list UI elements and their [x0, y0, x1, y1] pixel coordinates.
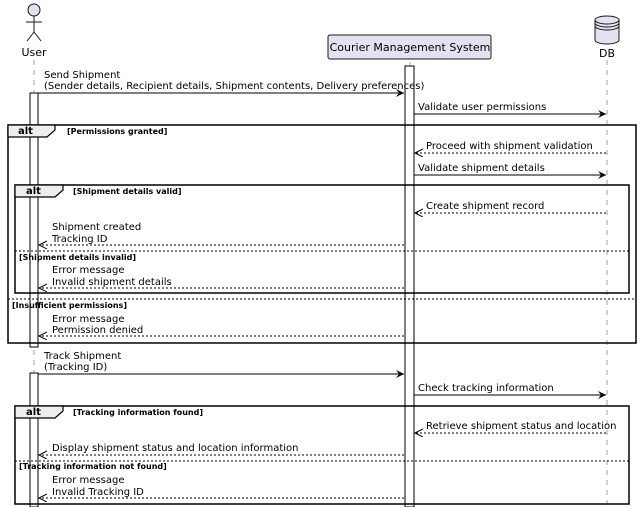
message-send-shipment-params: (Sender details, Recipient details, Shipment contents, Delivery preferences) — [44, 81, 425, 92]
message-error-details-label: Error message — [52, 265, 125, 276]
alt-keyword: alt — [26, 407, 41, 418]
message-error-permission-label: Error message — [52, 314, 125, 325]
message-create-record-label: Create shipment record — [426, 201, 545, 212]
message-validate-permissions-label: Validate user permissions — [418, 102, 547, 113]
guard-shipment-details-invalid: [Shipment details invalid] — [19, 253, 136, 262]
message-track-shipment-params: (Tracking ID) — [44, 362, 108, 373]
message-validate-details-label: Validate shipment details — [418, 163, 545, 174]
system-activation-bar — [405, 66, 414, 507]
message-proceed-validation-label: Proceed with shipment validation — [426, 141, 593, 152]
user-actor-icon — [26, 4, 42, 41]
message-shipment-created-tracking: Tracking ID — [52, 234, 108, 245]
message-check-tracking-label: Check tracking information — [418, 383, 554, 394]
database-icon — [595, 16, 619, 44]
message-error-details-reason: Invalid shipment details — [52, 277, 172, 288]
message-shipment-created-label: Shipment created — [52, 222, 142, 233]
message-send-shipment-label: Send Shipment — [44, 70, 121, 81]
message-error-tracking-reason: Invalid Tracking ID — [52, 487, 144, 498]
participant-user-label: User — [21, 46, 47, 59]
alt-keyword: alt — [18, 126, 33, 137]
message-error-permission-reason: Permission denied — [52, 325, 144, 336]
participant-db-label: DB — [598, 47, 616, 60]
message-retrieve-status-label: Retrieve shipment status and location — [426, 421, 617, 432]
guard-permissions-granted: [Permissions granted] — [67, 127, 168, 136]
guard-insufficient-permissions: [Insufficient permissions] — [12, 301, 127, 310]
message-track-shipment-label: Track Shipment — [44, 351, 122, 362]
guard-tracking-not-found: [Tracking information not found] — [19, 462, 167, 471]
participant-system-label: Courier Management System — [329, 41, 491, 54]
message-error-tracking-label: Error message — [52, 475, 125, 486]
message-display-status-label: Display shipment status and location information — [52, 443, 299, 454]
user-activation-bar-2 — [30, 373, 38, 507]
guard-shipment-details-valid: [Shipment details valid] — [73, 187, 182, 196]
guard-tracking-found: [Tracking information found] — [73, 408, 203, 417]
alt-keyword: alt — [26, 186, 41, 197]
